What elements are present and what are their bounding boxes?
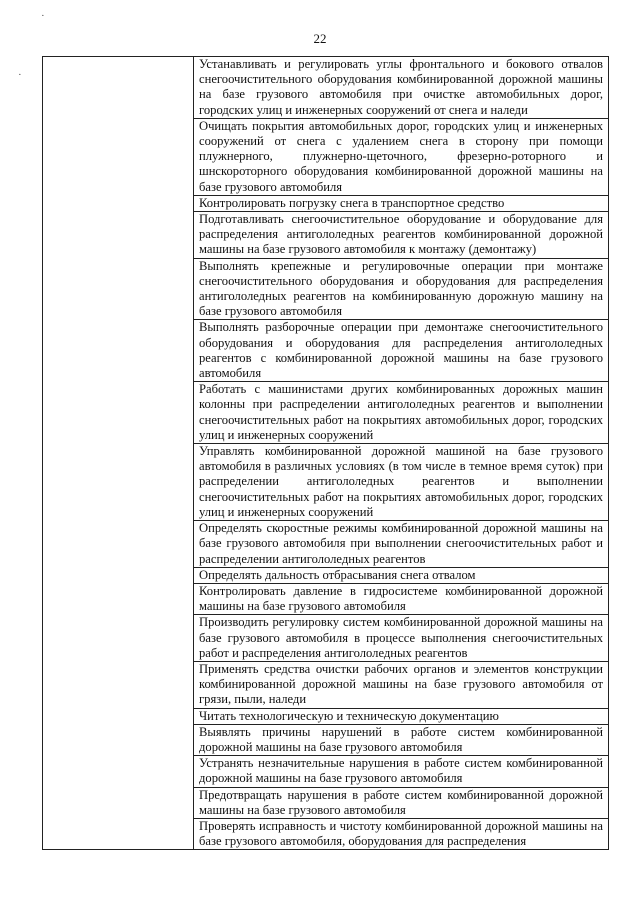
table-row: Выявлять причины нарушений в работе систем комбинированной дорожной машины на базе грузового автомобиля — [194, 725, 608, 756]
table-row: Очищать покрытия автомобильных дорог, городских улиц и инженерных сооружений от снега с удалением снега в сторону при помощи плужнерного, плужнерно-щеточного, фрезерно-роторного и шнскороторного оборудования комбинированной дорожной машины на базе грузового автомобиля — [194, 119, 608, 196]
table-row: Проверять исправность и чистоту комбинированной дорожной машины на базе грузового автомобиля, оборудования для распределения — [199, 818, 603, 849]
scan-mark: · — [41, 10, 45, 22]
page-number: 22 — [313, 31, 327, 46]
labor-functions-table — [42, 56, 609, 850]
table-row: Подготавливать снегоочистительное оборудование и оборудование для распределения антигололедных реагентов комбинированной дорожной машины на базе грузового автомобиля к монтажу (демонтажу) — [194, 212, 608, 259]
table-row: Применять средства очистки рабочих органов и элементов конструкции комбинированной дорожной машины на базе грузового автомобиля от грязи, пыли, наледи — [194, 662, 608, 709]
scan-mark: · — [18, 69, 22, 81]
table-row: Контролировать погрузку снега в транспортное средство — [194, 196, 608, 212]
table-row: Определять дальность отбрасывания снега отвалом — [194, 568, 608, 584]
table-row: Производить регулировку систем комбинированной дорожной машины на базе грузового автомобиля в процессе выполнения снегоочистительных работ и распределения антигололедных реагентов — [194, 615, 608, 662]
table-row: Контролировать давление в гидросистеме комбинированной дорожной машины на базе грузового автомобиля — [194, 584, 608, 615]
table-row: Работать с машинистами других комбинированных дорожных машин колонны при распределении антигололедных реагентов и выполнении снегоочистительных работ на покрытиях автомобильных дорог, городских улиц и инженерных сооружений — [194, 382, 608, 444]
table-row: Выполнять разборочные операции при демонтаже снегоочистительного оборудования и оборудования для распределения антигололедных реагентов с комбинированной дорожной машины на базе грузового автомобиля — [194, 320, 608, 382]
table-duties-column — [194, 57, 608, 849]
table-row: Управлять комбинированной дорожной машиной на базе грузового автомобиля в различных условиях (в том числе в темное время суток) при распределении антигололедных реагентов и выполнении снегоочистительных работ на покрытиях автомобильных дорог, городских улиц и инженерных сооружений — [194, 444, 608, 521]
table-row: Читать технологическую и техническую документацию — [194, 709, 608, 725]
table-row: Устранять незначительные нарушения в работе систем комбинированной дорожной машины на базе грузового автомобиля — [194, 756, 608, 787]
table-left-cell — [43, 57, 194, 849]
table-row: Выполнять крепежные и регулировочные операции при монтаже снегоочистительного оборудования и оборудования для распределения антигололедных реагентов на комбинированную дорожную машину на базе грузового автомобиля — [194, 259, 608, 321]
table-row: Определять скоростные режимы комбинированной дорожной машины на базе грузового автомобиля при выполнении снегоочистительных работ и распределении антигололедных реагентов — [194, 521, 608, 568]
table-row: Предотвращать нарушения в работе систем комбинированной дорожной машины на базе грузового автомобиля — [194, 788, 608, 819]
table-row: Устанавливать и регулировать углы фронтального и бокового отвалов снегоочистительного оборудования комбинированной дорожной машины на базе грузового автомобиля при очистке автомобильных дорог, городских улиц и инженерных сооружений от снега и наледи — [194, 57, 608, 119]
